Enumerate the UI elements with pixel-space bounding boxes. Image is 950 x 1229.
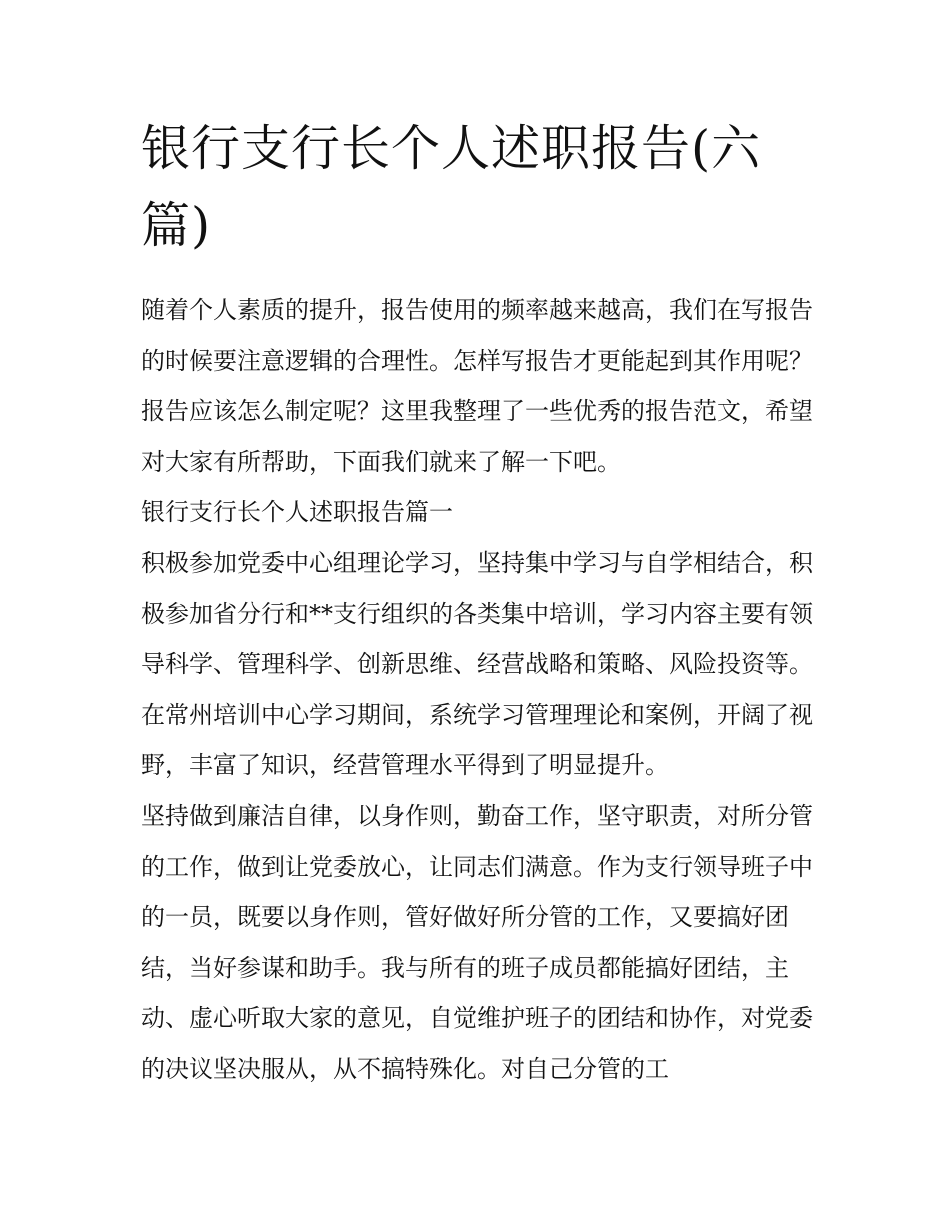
body-paragraph-2: 坚持做到廉洁自律，以身作则，勤奋工作，坚守职责，对所分管的工作，做到让党委放心，让同志们满意。作为支行领导班子中的一员，既要以身作则，管好做好所分管的工作，又要搞好团结，当好参谋和助手。我与所有的班子成员都能搞好团结，主动、虚心听取大家的意见，自觉维护班子的团结和协作，对党委的决议坚决服从，从不搞特殊化。对自己分管的工: [141, 801, 813, 1083]
document-body: [141, 110, 813, 1095]
intro-paragraph: 随着个人素质的提升，报告使用的频率越来越高，我们在写报告的时候要注意逻辑的合理性。怎样写报告才更能起到其作用呢？报告应该怎么制定呢？这里我整理了一些优秀的报告范文，希望对大家有所帮助，下面我们就来了解一下吧。: [141, 296, 813, 476]
body-paragraph-1: 积极参加党委中心组理论学习，坚持集中学习与自学相结合，积极参加省分行和**支行组织的各类集中培训，学习内容主要有领导科学、管理科学、创新思维、经营战略和策略、风险投资等。在常州培训中心学习期间，系统学习管理理论和案例，开阔了视野，丰富了知识，经营管理水平得到了明显提升。: [141, 548, 813, 780]
section-heading: 银行支行长个人述职报告篇一: [141, 498, 453, 527]
document-title: 银行支行长个人述职报告(六篇): [141, 120, 762, 254]
